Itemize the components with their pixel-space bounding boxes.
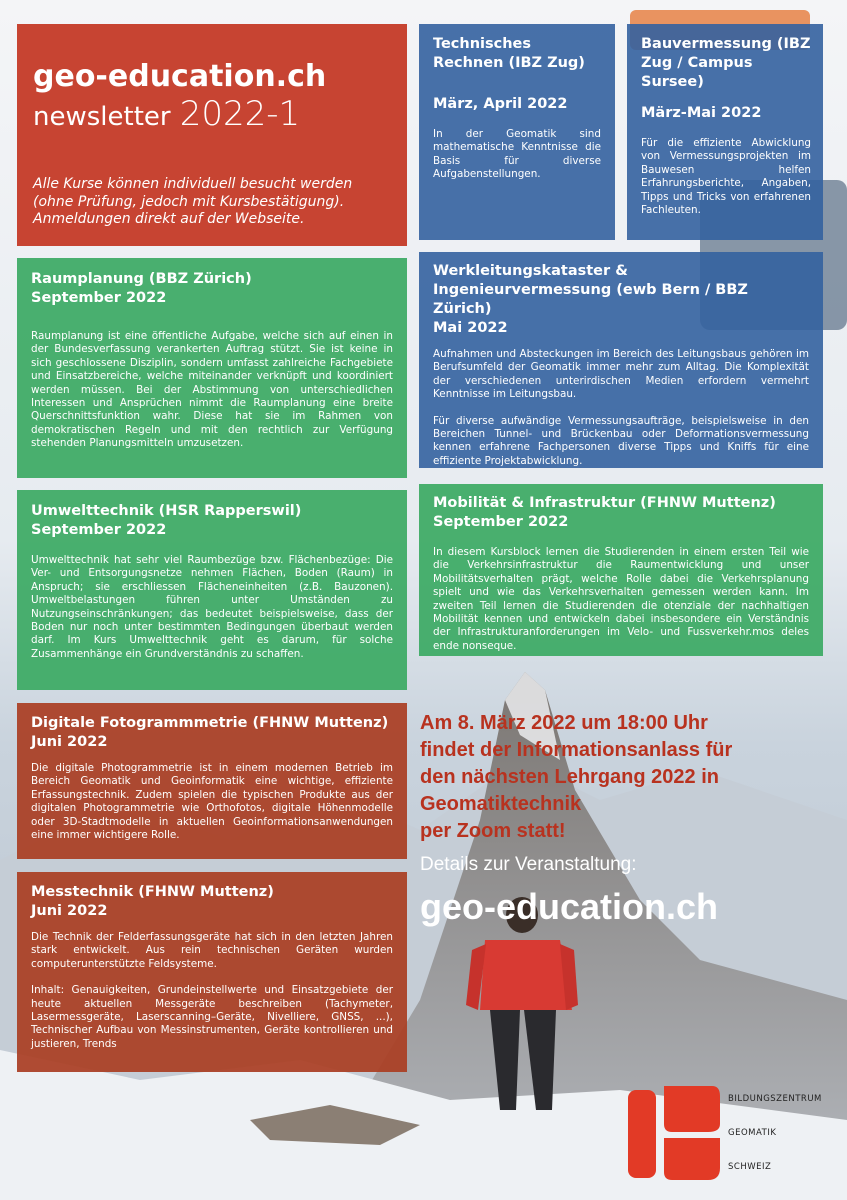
logo-line-3: SCHWEIZ: [728, 1162, 772, 1172]
course-text-1: Die Technik der Felderfassungsgeräte hat sich in den letzten Jahren stark entwickelt. Aus rein technischen Geräten wurden computerunterstützte Feldsysteme.: [31, 931, 393, 970]
logo-line-1: BILDUNGSZENTRUM: [728, 1094, 822, 1104]
course-date: März-Mai 2022: [641, 105, 762, 121]
bildungszentrum-logo: [628, 1086, 838, 1186]
course-text: Raumplanung ist eine öffentliche Aufgabe, welche sich auf einen in der Bundesverfassung verankerten Auftrag stützt. Sie ist keine in sich geschlossene Disziplin, sondern umfasst zahlreiche Fachgebiete und Einsatzbereiche, welche miteinander verknüpft und koordiniert werden müssen. Bei der Abstimmung von unterschiedlichen Interessen und Ansprüchen nimmt die Raumplanung eine breite Querschnittsfunktion wahr. Diese hat sie im Rahmen von demokratischen Regeln und mit den rechtlich zur Verfügung stehenden Planungsmitteln umzusetzen.: [31, 330, 393, 450]
site-title: geo-education.ch: [33, 59, 327, 94]
course-title: Mobilität & Infrastruktur (FHNW Muttenz): [433, 495, 776, 511]
course-text-2: Für diverse aufwändige Vermessungsaufträge, beispielsweise in den Bereichen Tunnel- und Brückenbau oder Deformationsvermessung kennen erfahrene Fachpersonen diverse Tipps und Kniffs für eine effiziente Projektabwicklung.: [433, 414, 809, 467]
event-line-4: Geomatiktechnik: [420, 793, 582, 815]
course-fotogrammetrie: [17, 703, 407, 859]
course-text-1: Aufnahmen und Absteckungen im Bereich des Leitungsbaus gehören im Berufsumfeld der Geomatik immer mehr zum Alltag. Die Komplexität der verschiedenen unterirdischen Medien erfordern vermehrt Kenntnisse im Leitungsbau.: [433, 348, 809, 401]
course-date: September 2022: [31, 522, 167, 538]
event-line-5: per Zoom statt!: [420, 820, 566, 842]
course-umwelttechnik: [17, 490, 407, 690]
course-title: Werkleitungskataster & Ingenieurvermessung (ewb Bern / BBZ Zürich): [433, 263, 748, 317]
course-date: September 2022: [433, 514, 569, 530]
newsletter-title: [33, 94, 391, 140]
event-details-label: Details zur Veranstaltung:: [420, 854, 637, 875]
course-bauvermessung: [627, 24, 823, 240]
course-date: März, April 2022: [433, 96, 568, 112]
course-title: Bauvermessung (IBZ Zug / Campus Sursee): [641, 36, 811, 90]
course-text: Die digitale Photogrammetrie ist in einem modernen Betrieb im Bereich Geomatik und Geoinformatik eine wichtige, effiziente Erfassungstechnik. Zudem spielen die typischen Produkte aus der digitalen Photogrammetrie wie Orthofotos, digitale Höhenmodelle oder 3D-Stadtmodelle in aktuellen Geoinformationsanwendungen eine immer wichtigere Rolle.: [31, 762, 393, 842]
course-date: Juni 2022: [31, 903, 108, 919]
course-text: Umwelttechnik hat sehr viel Raumbezüge bzw. Flächenbezüge: Die Ver- und Entsorgungsnetze nehmen Flächen, Boden (Raum) in Anspruch; sie erschliessen Flächeneinheiten (z.B. Bauzonen). Umweltbelastungen führen unter Umständen zu Nutzungseinschränkungen; das bedeutet beispielsweise, dass der Boden nur noch unter bestimmten Bedingungen überbaut werden darf. Im Kurs Umwelttechnik geht es darum, für solche Zusammenhänge ein Grundverständnis zu schaffen.: [31, 554, 393, 660]
event-url[interactable]: geo-education.ch: [420, 886, 719, 927]
event-announcement: [420, 710, 840, 932]
course-title: Digitale Fotogrammmetrie (FHNW Muttenz): [31, 715, 389, 731]
course-raumplanung: [17, 258, 407, 478]
course-text: In diesem Kursblock lernen die Studierenden in einem ersten Teil wie die Verkehrsinfrastruktur die Raumentwicklung und unser Mobilitätsverhalten prägt, welche Rolle dabei die Verkehrsplanung spielt und wie das Verkehrsverhalten gemessen werden kann. Im zweiten Teil lernen die Studierenden die otenziale der nachhaltigen Mobilität kennen und entwickeln dabei insbesondere ein Verständnis der Infrastrukturanforderungen im Velo- und Fussverkehr.mos deles ende nonseque.: [433, 546, 809, 652]
course-messtechnik: [17, 872, 407, 1072]
event-line-1: Am 8. März 2022 um 18:00 Uhr: [420, 712, 708, 734]
course-werkleitungskataster: [419, 252, 823, 468]
course-title: Technisches Rechnen (IBZ Zug): [433, 36, 585, 71]
course-technisches-rechnen: [419, 24, 615, 240]
course-date: Juni 2022: [31, 734, 108, 750]
course-title: Umwelttechnik (HSR Rapperswil): [31, 503, 302, 519]
course-title: Messtechnik (FHNW Muttenz): [31, 884, 274, 900]
issue-number: 2022-1: [179, 94, 301, 134]
logo-line-2: GEOMATIK: [728, 1128, 777, 1138]
intro-text: Alle Kurse können individuell besucht werden (ohne Prüfung, jedoch mit Kursbestätigung). Anmeldungen direkt auf der Webseite.: [33, 176, 353, 227]
course-date: Mai 2022: [433, 320, 508, 336]
course-title: Raumplanung (BBZ Zürich): [31, 271, 252, 287]
event-line-3: den nächsten Lehrgang 2022 in: [420, 766, 719, 788]
course-mobilitaet: [419, 484, 823, 656]
event-line-2: findet der Informationsanlass für: [420, 739, 733, 761]
newsletter-word: newsletter: [33, 102, 171, 132]
header-box: [17, 24, 407, 246]
course-date: September 2022: [31, 290, 167, 306]
course-text-2: Inhalt: Genauigkeiten, Grundeinstellwerte und Einsatzgebiete der heute aktuellen Messgeräte beschreiben (Tachymeter, Lasermessgeräte, Laserscanning–Geräte, Nivelliere, GNSS, ...), Technischer Aufbau von Messinstrumenten, Geräte kontrollieren und justieren, Trends: [31, 984, 393, 1050]
course-text: In der Geomatik sind mathematische Kenntnisse die Basis für diverse Aufgabenstellungen.: [433, 128, 601, 181]
course-text: Für die effiziente Abwicklung von Vermessungsprojekten im Bauwesen helfen Erfahrungsberichte, Angaben, Tipps und Tricks von erfahrenen Fachleuten.: [641, 137, 811, 217]
logo-mark: [628, 1086, 720, 1180]
